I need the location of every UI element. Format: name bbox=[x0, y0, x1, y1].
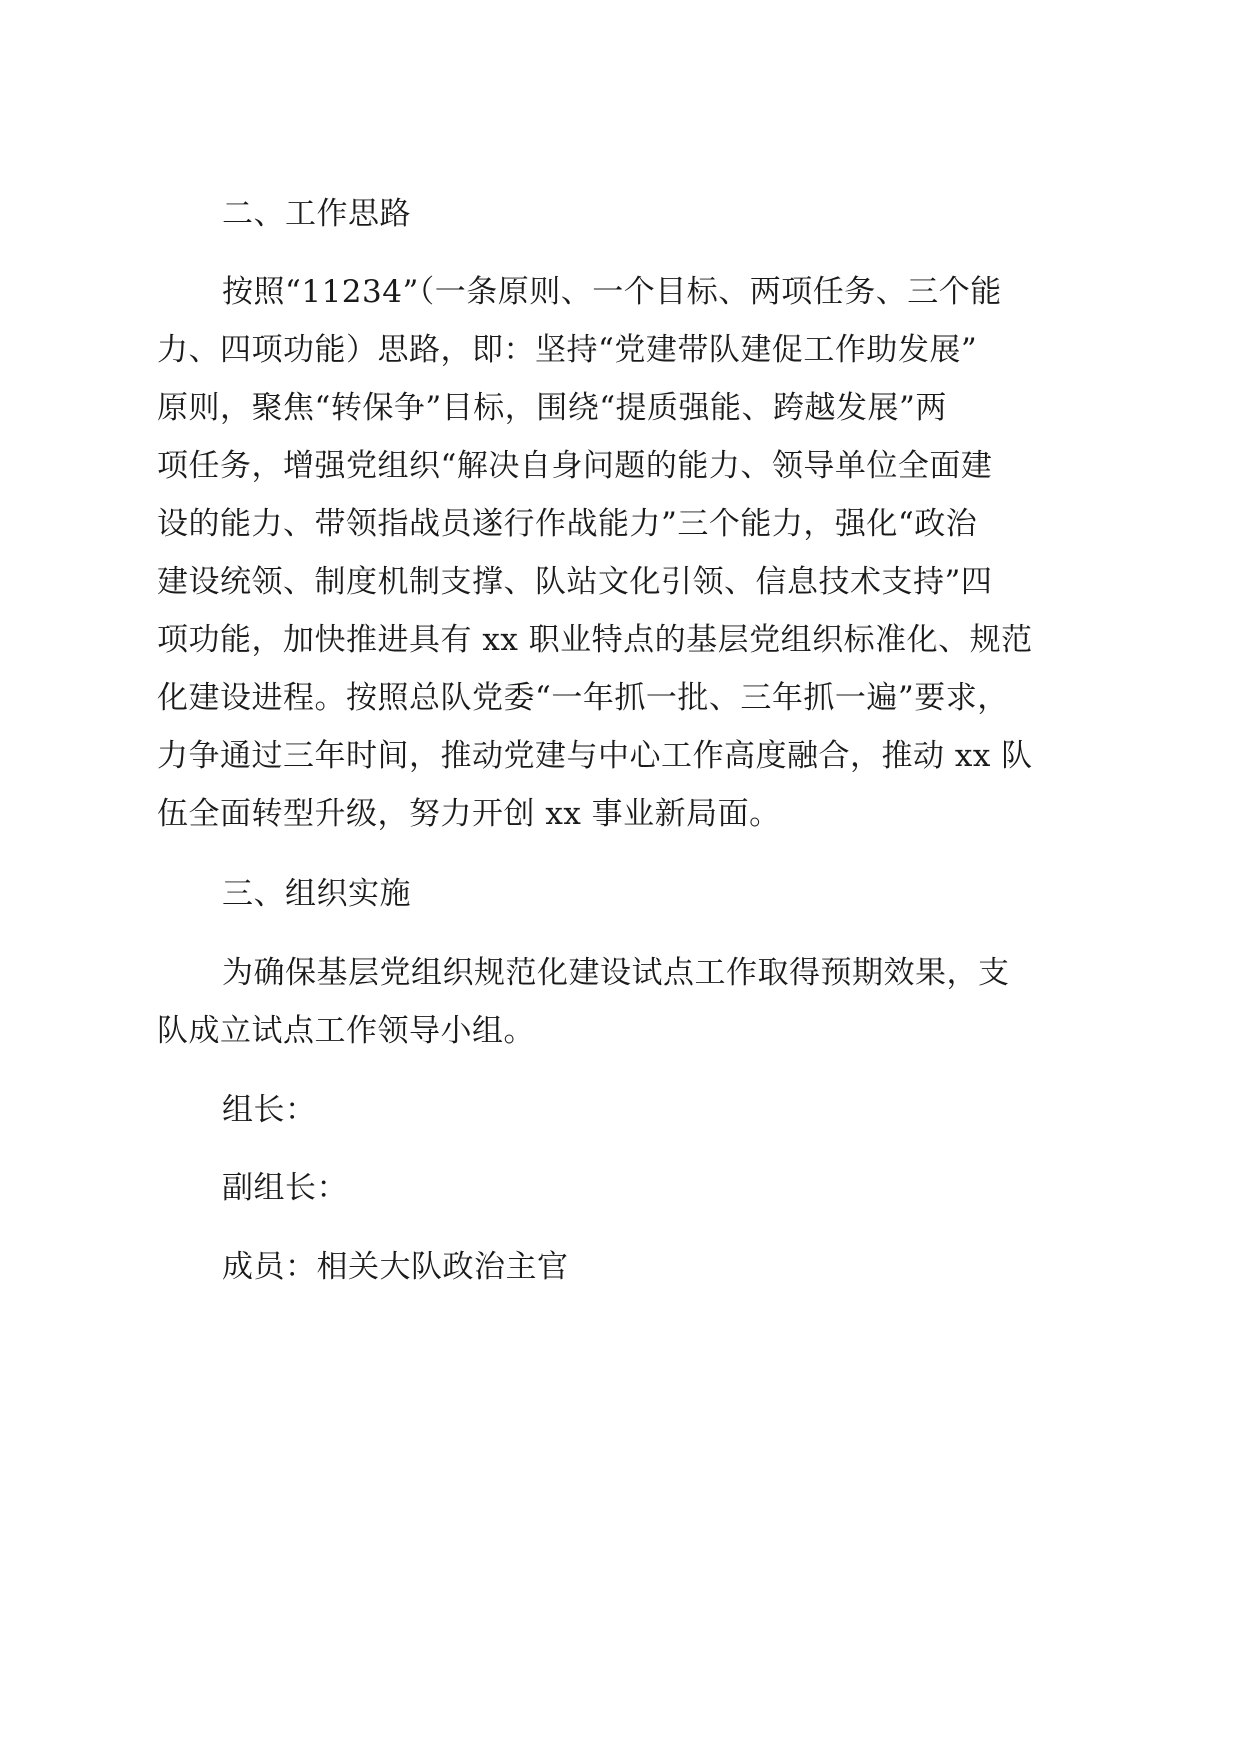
paragraph-line: 为确保基层党组织规范化建设试点工作取得预期效果，支 bbox=[222, 955, 1010, 991]
paragraph-line: 项任务，增强党组织“解决自身问题的能力、领导单位全面建 bbox=[157, 448, 993, 484]
section-heading-organization: 三、组织实施 bbox=[222, 876, 411, 912]
paragraph-line: 化建设进程。按照总队党委“一年抓一批、三年抓一遍”要求， bbox=[157, 680, 1009, 716]
paragraph-line: 按照“11234”（一条原则、一个目标、两项任务、三个能 bbox=[222, 274, 1002, 310]
paragraph-line: 原则，聚焦“转保争”目标，围绕“提质强能、跨越发展”两 bbox=[157, 390, 947, 426]
paragraph-line: 力、四项功能）思路，即：坚持“党建带队建促工作助发展” bbox=[157, 332, 978, 368]
section-heading-work-approach: 二、工作思路 bbox=[222, 196, 411, 232]
paragraph-line: 项功能，加快推进具有 xx 职业特点的基层党组织标准化、规范 bbox=[157, 622, 1033, 658]
paragraph-line: 力争通过三年时间，推动党建与中心工作高度融合，推动 xx 队 bbox=[157, 738, 1033, 774]
leader-line: 组长： bbox=[222, 1092, 317, 1128]
deputy-leader-line: 副组长： bbox=[222, 1170, 348, 1206]
paragraph-line: 伍全面转型升级，努力开创 xx 事业新局面。 bbox=[157, 796, 781, 832]
paragraph-line: 设的能力、带领指战员遂行作战能力”三个能力，强化“政治 bbox=[157, 506, 978, 542]
paragraph-line: 队成立试点工作领导小组。 bbox=[157, 1013, 535, 1049]
members-line: 成员：相关大队政治主官 bbox=[222, 1249, 569, 1285]
paragraph-line: 建设统领、制度机制支撑、队站文化引领、信息技术支持”四 bbox=[157, 564, 993, 600]
